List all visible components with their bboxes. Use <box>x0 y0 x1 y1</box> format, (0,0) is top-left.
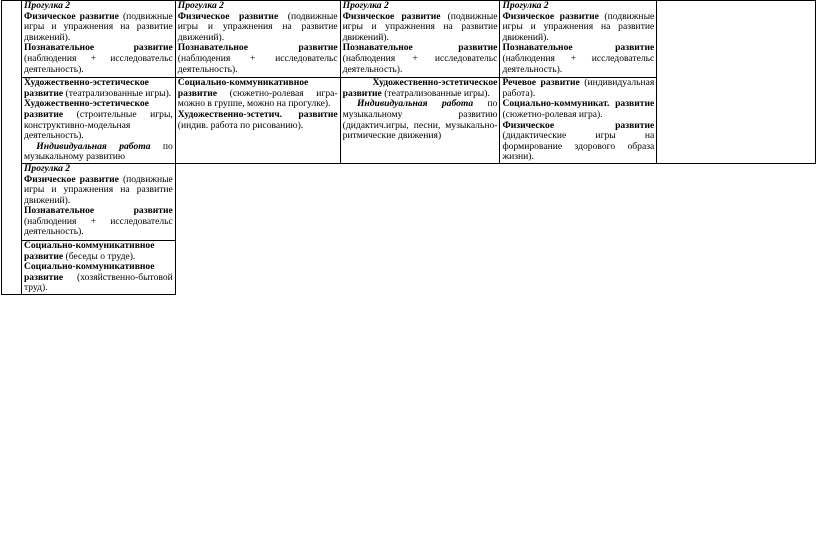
activity-cognitive: Познавательное развитие (наблюдения + исследовательс деятельность). <box>177 42 338 75</box>
walk-title: Прогулка 2 <box>23 162 71 174</box>
activity-social: Социально-коммуникативное развитие (беседы о труде). <box>23 240 155 262</box>
activity-cognitive: Познавательное развитие (наблюдения + исследовательс деятельность). <box>23 42 173 75</box>
activities-block <box>22 77 175 163</box>
empty-header-cell <box>657 1 816 164</box>
activity-social: Социально-коммуникативное развитие (сюжетно-ролевая игра- можно в группе, можно на прогулке). <box>177 77 338 110</box>
activity-artistic: Художественно-эстетич. развитие (индив. работа по рисованию). <box>177 108 338 131</box>
schedule-table <box>1 0 816 295</box>
table-row <box>2 1 816 164</box>
table-row <box>2 163 816 294</box>
activity-cognitive: Познавательное развитие (наблюдения + исследовательс деятельность). <box>502 42 655 75</box>
walk-title: Прогулка 2 <box>23 0 71 11</box>
activity-individual: Индивидуальная работа по музыкальному развитию <box>23 140 173 163</box>
walk-cell-col1 <box>21 1 175 164</box>
activity-artistic: Художественно-эстетическое развитие (театрализованные игры). <box>23 77 172 99</box>
activity-physical: Физическое развитие (подвижные игры и упражнения на развитие движений). <box>177 10 338 43</box>
row-label-cell <box>2 1 22 295</box>
walk-title: Прогулка 2 <box>177 0 224 11</box>
activity-physical-health: Физическое развитие (дидактические игры на формирование здорового образа жизни). <box>502 119 655 163</box>
activity-individual: Индивидуальная работа по музыкальному развитию (дидактич.игры, песни, музыкально-ритмические движения) <box>342 98 498 142</box>
walk-cell-col2 <box>175 1 340 164</box>
walk-title: Прогулка 2 <box>502 0 549 11</box>
activities-block <box>176 77 340 131</box>
activity-social-labor: Социально-коммуникативное развитие (хозяйственно-бытовой труд). <box>23 261 173 294</box>
activity-social: Социально-коммуникат. развитие (сюжетно-ролевая игра). <box>502 98 655 120</box>
activities-block <box>341 77 500 142</box>
walk-title: Прогулка 2 <box>342 0 389 11</box>
activities-block <box>22 240 175 294</box>
walk-cell-col3 <box>340 1 500 164</box>
activity-physical: Физическое развитие (подвижные игры и упражнения на развитие движений). <box>342 10 498 43</box>
activity-speech: Речевое развитие (индивидуальная работа). <box>502 77 655 99</box>
activity-artistic-construct: Художественно-эстетическое развитие (строительные игры, конструктивно-модельная деятельность). <box>23 98 173 142</box>
walk-cell-col4 <box>500 1 657 164</box>
activity-cognitive: Познавательное развитие (наблюдения + исследовательс деятельность). <box>342 42 498 75</box>
activity-cognitive: Познавательное развитие (наблюдения + исследовательс деятельность). <box>23 205 173 238</box>
activity-physical: Физическое развитие (подвижные игры и упражнения на развитие движений). <box>23 173 173 206</box>
activity-physical: Физическое развитие (подвижные игры и упражнения на развитие движений). <box>502 10 655 43</box>
activity-artistic: Художественно-эстетическое развитие (театрализованные игры). <box>342 77 498 99</box>
walk-cell-col5 <box>21 163 175 294</box>
activities-block <box>500 77 656 163</box>
activity-physical: Физическое развитие (подвижные игры и упражнения на развитие движений). <box>23 10 173 43</box>
